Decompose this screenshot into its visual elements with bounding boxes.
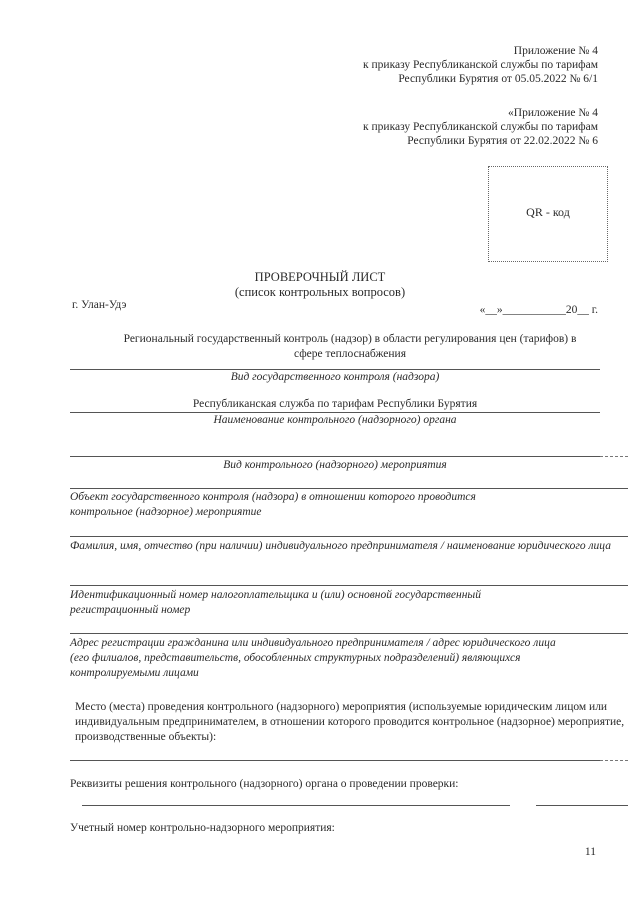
inn-line [70, 585, 628, 586]
object-label: Объект государственного контроля (надзора) в отношении которого проводится контрольное (надзорное) мероприятие [70, 491, 476, 518]
control-type-text: Региональный государственный контроль (надзор) в области регулирования цен (тарифов) в сфере теплоснабжения [123, 333, 577, 360]
name-label: Фамилия, имя, отчество (при наличии) индивидуального предпринимателя / наименование юридического лица [70, 540, 611, 552]
title-sub: (список контрольных вопросов) [234, 285, 406, 299]
title-main: ПРОВЕРОЧНЫЙ ЛИСТ [254, 270, 386, 284]
date-line: «__»___________20__ г. [479, 304, 598, 316]
appendix-previous [300, 106, 598, 148]
control-type-label: Вид государственного контроля (надзора) [230, 371, 440, 383]
appendix-previous-line-3: Республики Бурятия от 22.02.2022 № 6 [407, 135, 598, 147]
event-type-label: Вид контрольного (надзорного) мероприятия [223, 459, 447, 471]
organ-line [70, 412, 600, 413]
control-type-line [70, 369, 600, 370]
appendix-current-line-2: к приказу Республиканской службы по тарифам [363, 59, 598, 71]
organ-label: Наименование контрольного (надзорного) органа [213, 414, 457, 426]
event-type-line-tail [600, 456, 628, 457]
page-number: 11 [584, 846, 596, 858]
appendix-current [300, 44, 598, 86]
inn-label: Идентификационный номер налогоплательщика и (или) основной государственный регистрационный номер [70, 589, 481, 616]
decision-line-1 [82, 805, 510, 806]
qr-code-placeholder [488, 166, 608, 262]
appendix-current-line-1: Приложение № 4 [513, 45, 598, 57]
decision-paragraph: Реквизиты решения контрольного (надзорного) органа о проведении проверки: [70, 778, 459, 790]
place-line-tail [600, 760, 628, 761]
address-label: Адрес регистрации гражданина или индивидуального предпринимателя / адрес юридического лица (его филиалов, представительств, обособленных структурных подразделений) являющихся контролируемыми лицами [70, 637, 556, 679]
account-paragraph: Учетный номер контрольно-надзорного мероприятия: [70, 822, 335, 834]
appendix-current-line-3: Республики Бурятия от 05.05.2022 № 6/1 [398, 73, 598, 85]
qr-label: QR - код [526, 205, 570, 219]
decision-line-2 [536, 805, 628, 806]
appendix-previous-line-2: к приказу Республиканской службы по тарифам [363, 121, 598, 133]
event-type-line [70, 456, 600, 457]
city: г. Улан-Удэ [72, 299, 127, 311]
address-line [70, 633, 628, 634]
organ-value: Республиканская служба по тарифам Республики Бурятия [192, 398, 478, 410]
appendix-previous-line-1: «Приложение № 4 [508, 107, 598, 119]
object-line [70, 488, 628, 489]
name-line [70, 536, 628, 537]
place-paragraph: Место (места) проведения контрольного (надзорного) мероприятия (используемые юридическим лицом или индивидуальным предпринимателем, в отношении которого проводится контрольное (надзорное) мероприятие, производственные объекты): [75, 701, 625, 743]
page-title [140, 270, 500, 300]
place-line [70, 760, 600, 761]
